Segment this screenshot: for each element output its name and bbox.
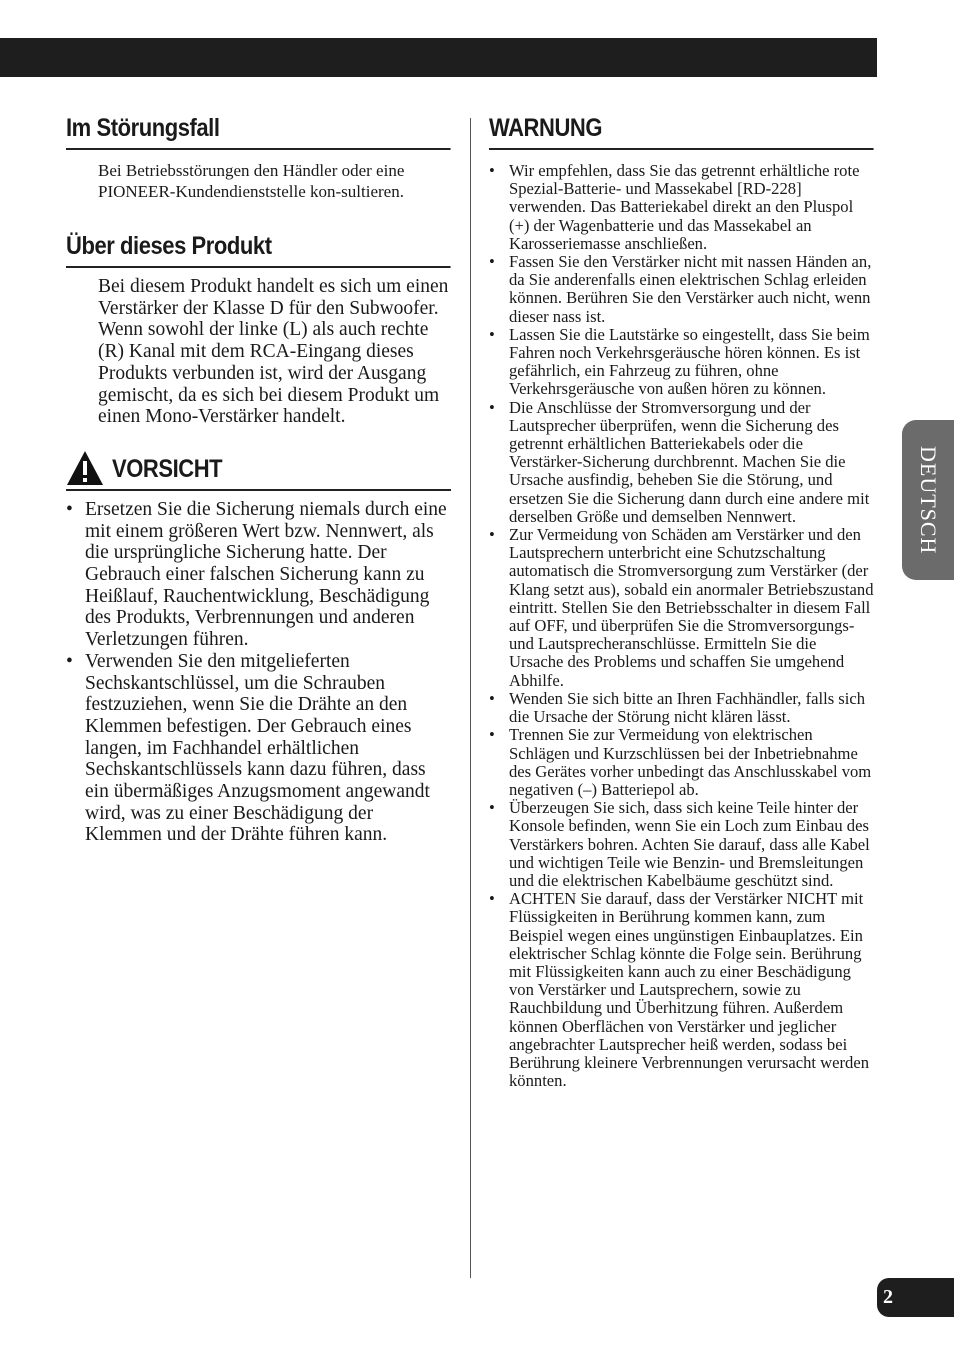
vorsicht-header	[66, 450, 451, 491]
section-stoerungsfall	[66, 112, 451, 202]
left-column	[66, 112, 451, 864]
header-bar	[0, 38, 877, 77]
list-item: • Wenden Sie sich bitte an Ihren Fachhändler, falls sich die Ursache der Störung nicht klären lässt.	[489, 690, 874, 726]
list-item: • Überzeugen Sie sich, dass sich keine Teile hinter der Konsole befinden, wenn Sie ein Loch zum Einbau des Verstärkers bohren. Achten Sie darauf, dass alle Kabel und wichtigen Teile wie Benzin- und Bremsleitungen und die elektrischen Kabelbäume geschützt sind.	[489, 799, 874, 890]
list-item: • Wir empfehlen, dass Sie das getrennt erhältliche rote Spezial-Batterie- und Massekabel [RD-228] verwenden. Das Batteriekabel direkt an den Pluspol (+) der Wagenbatterie und das Massekabel an Karosseriemasse anschließen.	[489, 162, 874, 253]
section-title: VORSICHT	[112, 454, 223, 483]
list-item: • Die Anschlüsse der Stromversorgung und der Lautsprecher überprüfen, wenn die Sicherung des getrennt erhältlichen Batteriekabels oder die Verstärker-Sicherung durchbrennt. Machen Sie die Ursache ausfindig, beheben Sie die Störung, und ersetzen Sie die Sicherung dann durch eine andere mit derselben Größe und demselben Nennwert.	[489, 399, 874, 526]
list-item: • Verwenden Sie den mitgelieferten Sechskantschlüssel, um die Schrauben festzuziehen, wenn Sie die Drähte an den Klemmen befestigen. Der Gebrauch eines langen, im Fachhandel erhältlichen Sechskantschlüssels kann dazu führen, dass ein übermäßiges Anzugsmoment angewandt wird, was zu einer Beschädigung der Klemmen und der Drähte führen kann.	[66, 651, 451, 846]
right-column	[489, 112, 874, 1090]
warning-triangle-icon	[66, 450, 104, 486]
list-item: • Trennen Sie zur Vermeidung von elektrischen Schlägen und Kurzschlüssen bei der Inbetriebnahme des Gerätes vorher unbedingt das Anschlusskabel vom negativen (–) Batteriepol ab.	[489, 726, 874, 799]
section-title: Über dieses Produkt	[66, 230, 451, 268]
list-item: • Zur Vermeidung von Schäden am Verstärker und den Lautsprechern unterbricht eine Schutzschaltung automatisch die Stromversorgung zum Verstärker (der Klang setzt aus), sobald ein anormaler Betriebszustand eintritt. Stellen Sie den Betriebsschalter in diesem Fall auf OFF, und überprüfen Sie die Stromversorgungs- und Lautsprecheranschlüsse. Ermitteln Sie die Ursache des Problems und schaffen Sie umgehend Abhilfe.	[489, 526, 874, 690]
language-tab-label: DEUTSCH	[916, 445, 941, 555]
section-vorsicht	[66, 450, 451, 846]
section-warnung	[489, 112, 874, 1090]
list-item: • Ersetzen Sie die Sicherung niemals durch eine mit einem größeren Wert bzw. Nennwert, als die ursprüngliche Sicherung hatte. Der Gebrauch einer falschen Sicherung kann zu Heißlauf, Rauchentwicklung, Beschädigung des Produkts, Verbrennungen und anderen Verletzungen führen.	[66, 499, 451, 651]
warnung-list	[489, 162, 874, 1090]
vorsicht-list	[66, 499, 451, 846]
section-title: WARNUNG	[489, 112, 874, 150]
page-number: 2	[877, 1278, 954, 1317]
list-item: • Fassen Sie den Verstärker nicht mit nassen Händen an, da Sie anderenfalls einen elektrischen Schlag erleiden können. Berühren Sie den Verstärker auch nicht, wenn dieser nass ist.	[489, 253, 874, 326]
list-item: • ACHTEN Sie darauf, dass der Verstärker NICHT mit Flüssigkeiten in Berührung kommen kann, zum Beispiel wegen eines ungünstigen Einbauplatzes. Ein elektrischer Schlag könnte die Folge sein. Berührung mit Flüssigkeiten kann auch zu einer Beschädigung von Verstärker und Lautsprechern, sowie zu Rauchbildung und Überhitzung führen. Außerdem können Oberflächen von Verstärker und jeglicher angebrachter Lautsprecher heiß werden, sodass bei Berührung kleinere Verbrennungen verursacht werden könnten.	[489, 890, 874, 1090]
list-item: • Lassen Sie die Lautstärke so eingestellt, dass Sie beim Fahren noch Verkehrsgeräusche hören können. Es ist gefährlich, ein Fahrzeug zu führen, ohne Verkehrsgeräusche von außen hören zu können.	[489, 326, 874, 399]
language-tab	[902, 420, 954, 580]
section-title: Im Störungsfall	[66, 112, 451, 150]
section-produkt	[66, 230, 451, 428]
column-divider	[470, 118, 471, 1278]
section-text: Bei Betriebsstörungen den Händler oder eine PIONEER-Kundendienststelle kon-sultieren.	[98, 161, 405, 201]
section-text: Bei diesem Produkt handelt es sich um einen Verstärker der Klasse D für den Subwoofer. Wenn sowohl der linke (L) als auch rechte (R) Kanal mit dem RCA-Eingang dieses Produkts verbunden ist, wird der Ausgang gemischt, da es sich bei diesem Produkt um einen Mono-Verstärker handelt.	[98, 276, 449, 428]
